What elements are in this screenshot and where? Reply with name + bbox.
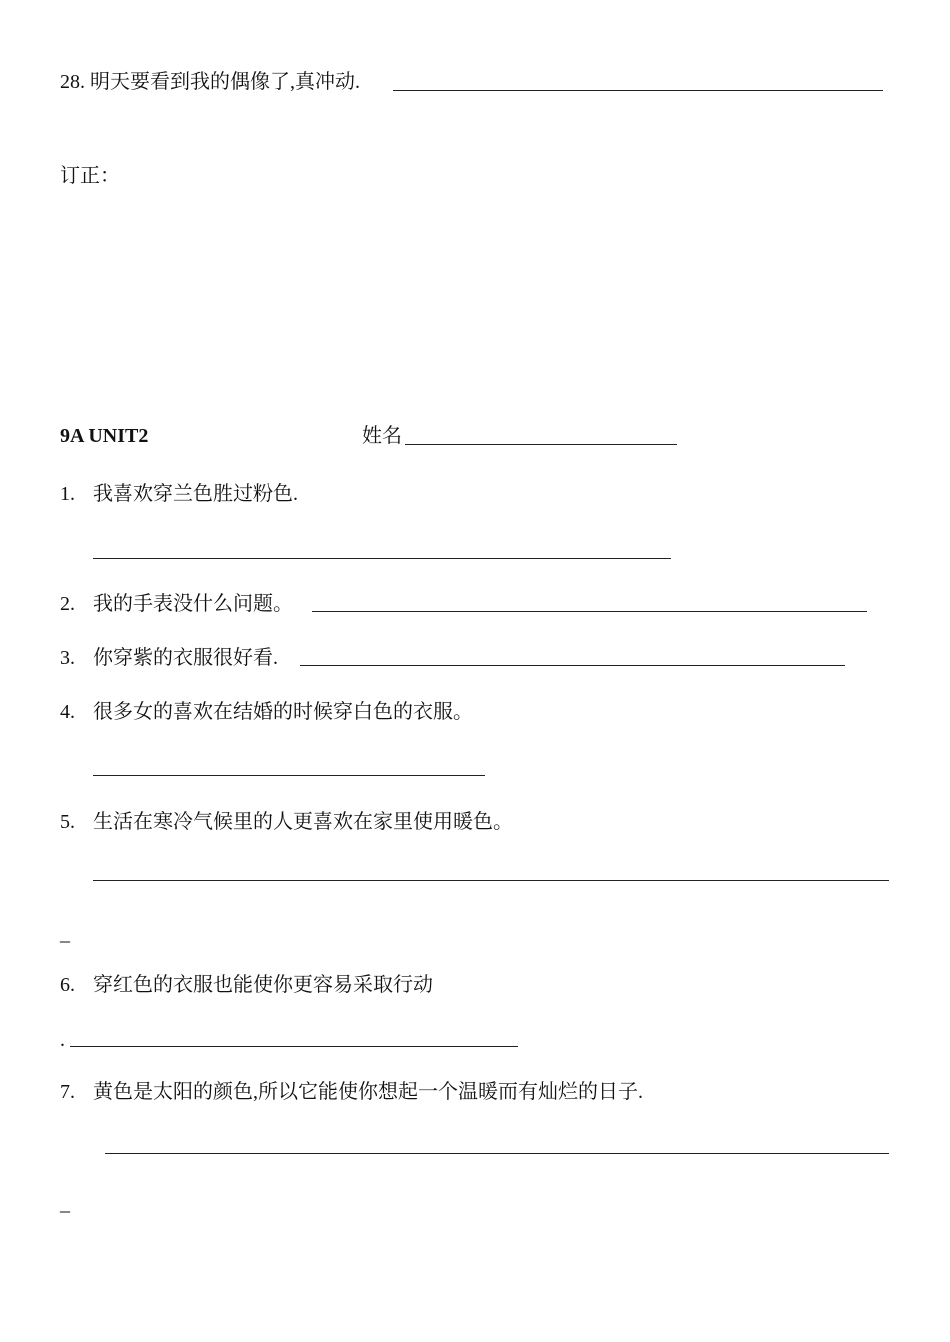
question-28 [60, 70, 360, 94]
question-text: 你穿紫的衣服很好看. [93, 647, 278, 669]
name-label: 姓名 [362, 425, 402, 447]
question-text: 很多女的喜欢在结婚的时候穿白色的衣服。 [93, 701, 473, 723]
question-number: 6. [60, 974, 75, 996]
answer-line-7-overflow: _ [60, 1193, 70, 1215]
answer-line-5-overflow: _ [60, 923, 70, 945]
question-number: 3. [60, 647, 75, 669]
question-text: 穿红色的衣服也能使你更容易采取行动 [93, 974, 433, 996]
question-text: 我喜欢穿兰色胜过粉色. [93, 483, 298, 505]
answer-line-28[interactable] [393, 90, 883, 91]
question-number: 5. [60, 811, 75, 833]
answer-line-4[interactable] [93, 775, 485, 776]
section-title: 9A UNIT2 [60, 425, 149, 447]
question-text: 黄色是太阳的颜色,所以它能使你想起一个温暖而有灿烂的日子. [93, 1081, 643, 1103]
name-field[interactable] [405, 444, 677, 445]
question-number: 2. [60, 593, 75, 615]
answer-line-2[interactable] [312, 611, 867, 612]
answer-line-7[interactable] [105, 1153, 889, 1154]
question-number: 4. [60, 701, 75, 723]
answer-line-6[interactable] [70, 1046, 518, 1047]
question-number: 7. [60, 1081, 75, 1103]
question-text: 我的手表没什么问题。 [93, 593, 293, 615]
question-text: 生活在寒冷气候里的人更喜欢在家里使用暖色。 [93, 811, 513, 833]
correction-label: 订正： [60, 165, 120, 187]
answer-line-1[interactable] [93, 558, 671, 559]
answer-line-5[interactable] [93, 880, 889, 881]
question-28-text: 28. 明天要看到我的偶像了,真冲动. [60, 71, 360, 93]
answer-line-3[interactable] [300, 665, 845, 666]
answer-line-6-lead: . [60, 1029, 65, 1051]
question-number: 1. [60, 483, 75, 505]
